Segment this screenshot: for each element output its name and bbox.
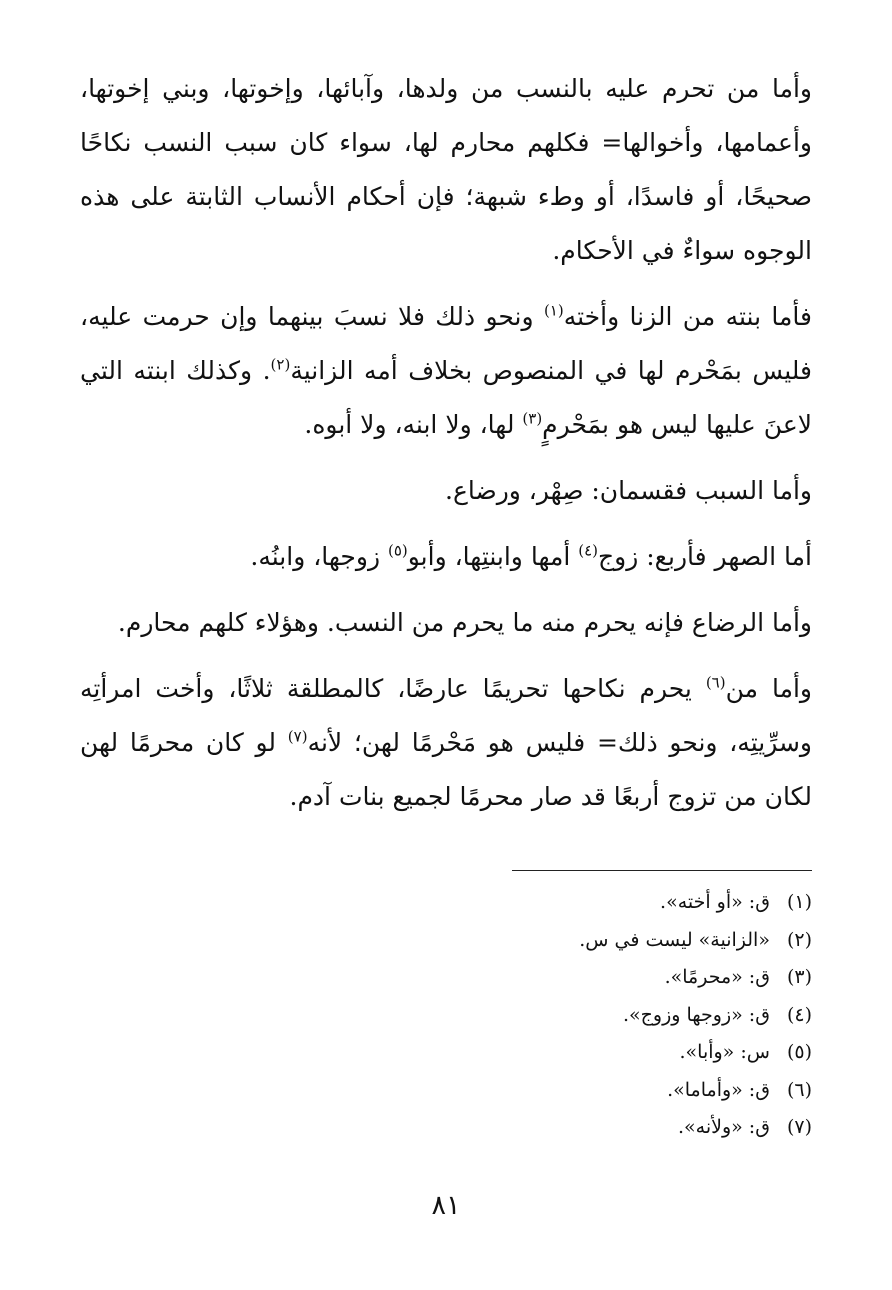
footnote-marker: (٢) <box>270 355 291 374</box>
footnote-marker: (٤) <box>578 541 599 560</box>
footnote <box>212 922 812 960</box>
footnote-number: (١) <box>786 891 812 913</box>
footnote-number: (٦) <box>786 1078 812 1101</box>
footnote-marker: (٣) <box>522 409 543 428</box>
footnote-text: «الزانية» ليست في س. <box>579 928 770 951</box>
text-run: زوجها، وابنُه. <box>250 542 388 571</box>
footnote <box>212 884 812 922</box>
paragraph <box>80 530 812 584</box>
paragraph <box>80 62 812 278</box>
text-run: يحرم نكاحها تحريمًا عارضًا، كالمطلقة ثلاثًا، وأخت امرأتِه وسرِّيتِه، ونحو ذلك= فليس هو مَحْرمًا لهن؛ لأنه <box>80 674 813 757</box>
text-run: وأما السبب فقسمان: صِهْر، ورضاع. <box>445 476 812 505</box>
footnote-number: (٧) <box>786 1116 812 1138</box>
footnote-number: (٣) <box>786 966 812 988</box>
text-run: وأما الرضاع فإنه يحرم منه ما يحرم من النسب. وهؤلاء كلهم محارم. <box>117 608 812 637</box>
text-run: أمها وابنتِها، وأبو <box>407 542 579 571</box>
footnote <box>212 997 812 1035</box>
footnote <box>212 959 812 997</box>
footnote-text: ق: «زوجها وزوج». <box>623 1003 770 1026</box>
footnote-marker: (١) <box>543 301 564 320</box>
footnote <box>212 1109 812 1147</box>
footnote-text: س: «وأبا». <box>679 1041 770 1063</box>
text-run: فأما بنته من الزنا وأخته <box>563 302 812 331</box>
text-run: لها، ولا ابنه، ولا أبوه. <box>304 410 523 439</box>
text-run: وأما من تحرم عليه بالنسب من ولدها، وآبائها، وإخوتها، وبني إخوتها، وأعمامها، وأخوالها= فكلهم محارم لها، سواء كان سبب النسب نكاحًا صحيحًا، أو فاسدًا، أو وطء شبهة؛ فإن أحكام الأنساب الثابتة على هذه الوجوه سواءٌ في الأحكام. <box>80 74 812 265</box>
footnote-marker: (٧) <box>287 727 308 746</box>
footnotes-list <box>212 884 812 1147</box>
footnote-marker: (٦) <box>705 673 726 692</box>
paragraph <box>80 464 812 518</box>
text-run: . وكذلك ابنته التي لاعنَ عليها ليس هو بمَحْرمٍ <box>80 356 812 439</box>
footnote-divider <box>512 870 812 871</box>
page-number: ٨١ <box>431 1190 461 1221</box>
main-text <box>80 62 812 836</box>
footnote-number: (٥) <box>786 1041 812 1063</box>
footnote-text: ق: «أو أخته». <box>660 891 770 913</box>
footnote-marker: (٥) <box>387 541 408 560</box>
footnote-text: ق: «محرمًا». <box>664 966 770 988</box>
text-run: ونحو ذلك فلا نسبَ بينهما وإن حرمت عليه، فليس بمَحْرم لها في المنصوص بخلاف أمه الزانية <box>80 302 812 385</box>
footnote-number: (٢) <box>786 928 812 951</box>
footnote <box>212 1034 812 1072</box>
paragraph <box>80 290 812 452</box>
footnote <box>212 1072 812 1110</box>
text-run: لو كان محرمًا لهن لكان من تزوج أربعًا قد صار محرمًا لجميع بنات آدم. <box>80 728 812 811</box>
paragraph <box>80 596 812 650</box>
footnote-number: (٤) <box>786 1003 812 1026</box>
text-run: وأما من <box>725 674 812 703</box>
paragraph <box>80 662 812 824</box>
footnote-text: ق: «وأماما». <box>667 1078 770 1101</box>
text-run: أما الصهر فأربع: زوج <box>598 542 812 571</box>
footnote-text: ق: «ولأنه». <box>677 1116 770 1138</box>
